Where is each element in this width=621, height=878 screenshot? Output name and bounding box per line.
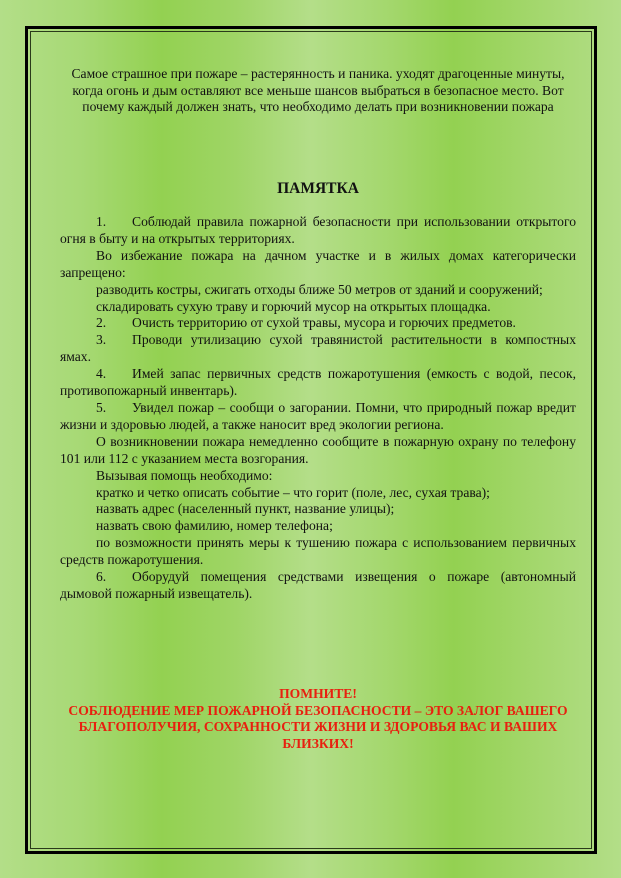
memo-subitem: разводить костры, сжигать отходы ближе 50 метров от зданий и сооружений; [96, 281, 543, 297]
item-text: Проводи утилизацию сухой травянистой растительности в компостных ямах. [60, 332, 576, 365]
memo-item-4 [60, 366, 576, 400]
item-text: Имей запас первичных средств пожаротушения (емкость с водой, песок, противопожарный инвентарь). [60, 366, 576, 399]
memo-body [60, 214, 576, 603]
item-number: 2. [96, 315, 107, 331]
memo-subitem: назвать свою фамилию, номер телефона; [96, 518, 333, 534]
item-text: Увидел пожар – сообщи о загорании. Помни, что природный пожар вредит жизни и здоровью людей, а также наносит вред экологии региона. [60, 399, 576, 432]
memo-paragraph: по возможности принять меры к тушению пожара с использованием первичных средств пожаротушения. [60, 535, 576, 568]
intro-paragraph: Самое страшное при пожаре – растерянность и паника. уходят драгоценные минуты, когда огонь и дым оставляют все меньше шансов выбраться в безопасное место. Вот почему каждый должен знать, что необходимо делать при возникновении пожара [71, 66, 565, 114]
item-number: 3. [96, 332, 107, 348]
item-number: 5. [96, 399, 107, 415]
memo-subitem: Вызывая помощь необходимо: [96, 467, 273, 483]
memo-item-2 [60, 315, 576, 332]
item-text: Очисть территорию от сухой травы, мусора и горючих предметов. [132, 315, 516, 331]
warning-heading: ПОМНИТЕ! [279, 686, 357, 701]
warning-text: СОБЛЮДЕНИЕ МЕР ПОЖАРНОЙ БЕЗОПАСНОСТИ – ЭТО ЗАЛОГ ВАШЕГО БЛАГОПОЛУЧИЯ, СОХРАННОСТИ ЖИЗНИ И ЗДОРОВЬЯ ВАС И ВАШИХ БЛИЗКИХ! [68, 702, 568, 751]
memo-subitem: кратко и четко описать событие – что горит (поле, лес, сухая трава); [96, 484, 490, 500]
memo-paragraph: О возникновении пожара немедленно сообщите в пожарную охрану по телефону 101 или 112 с указанием места возгорания. [60, 433, 576, 466]
warning-block [60, 686, 576, 752]
item-number: 1. [96, 214, 107, 229]
memo-item-1 [60, 214, 576, 248]
memo-subitem: складировать сухую траву и горючий мусор на открытых площадка. [96, 298, 491, 314]
memo-item-5 [60, 400, 576, 434]
memo-paragraph: Во избежание пожара на дачном участке и в жилых домах категорически запрещено: [60, 247, 576, 280]
memo-item-6 [60, 569, 576, 603]
item-text: Соблюдай правила пожарной безопасности при использовании открытого огня в быту и на открытых территориях. [60, 214, 576, 246]
memo-item-3 [60, 332, 576, 366]
item-text: Оборудуй помещения средствами извещения о пожаре (автономный дымовой пожарный извещатель). [60, 569, 576, 601]
memo-subitem: назвать адрес (населенный пункт, название улицы); [96, 501, 395, 517]
document-title: ПАМЯТКА [277, 180, 359, 197]
item-number: 4. [96, 366, 107, 382]
item-number: 6. [96, 569, 107, 585]
